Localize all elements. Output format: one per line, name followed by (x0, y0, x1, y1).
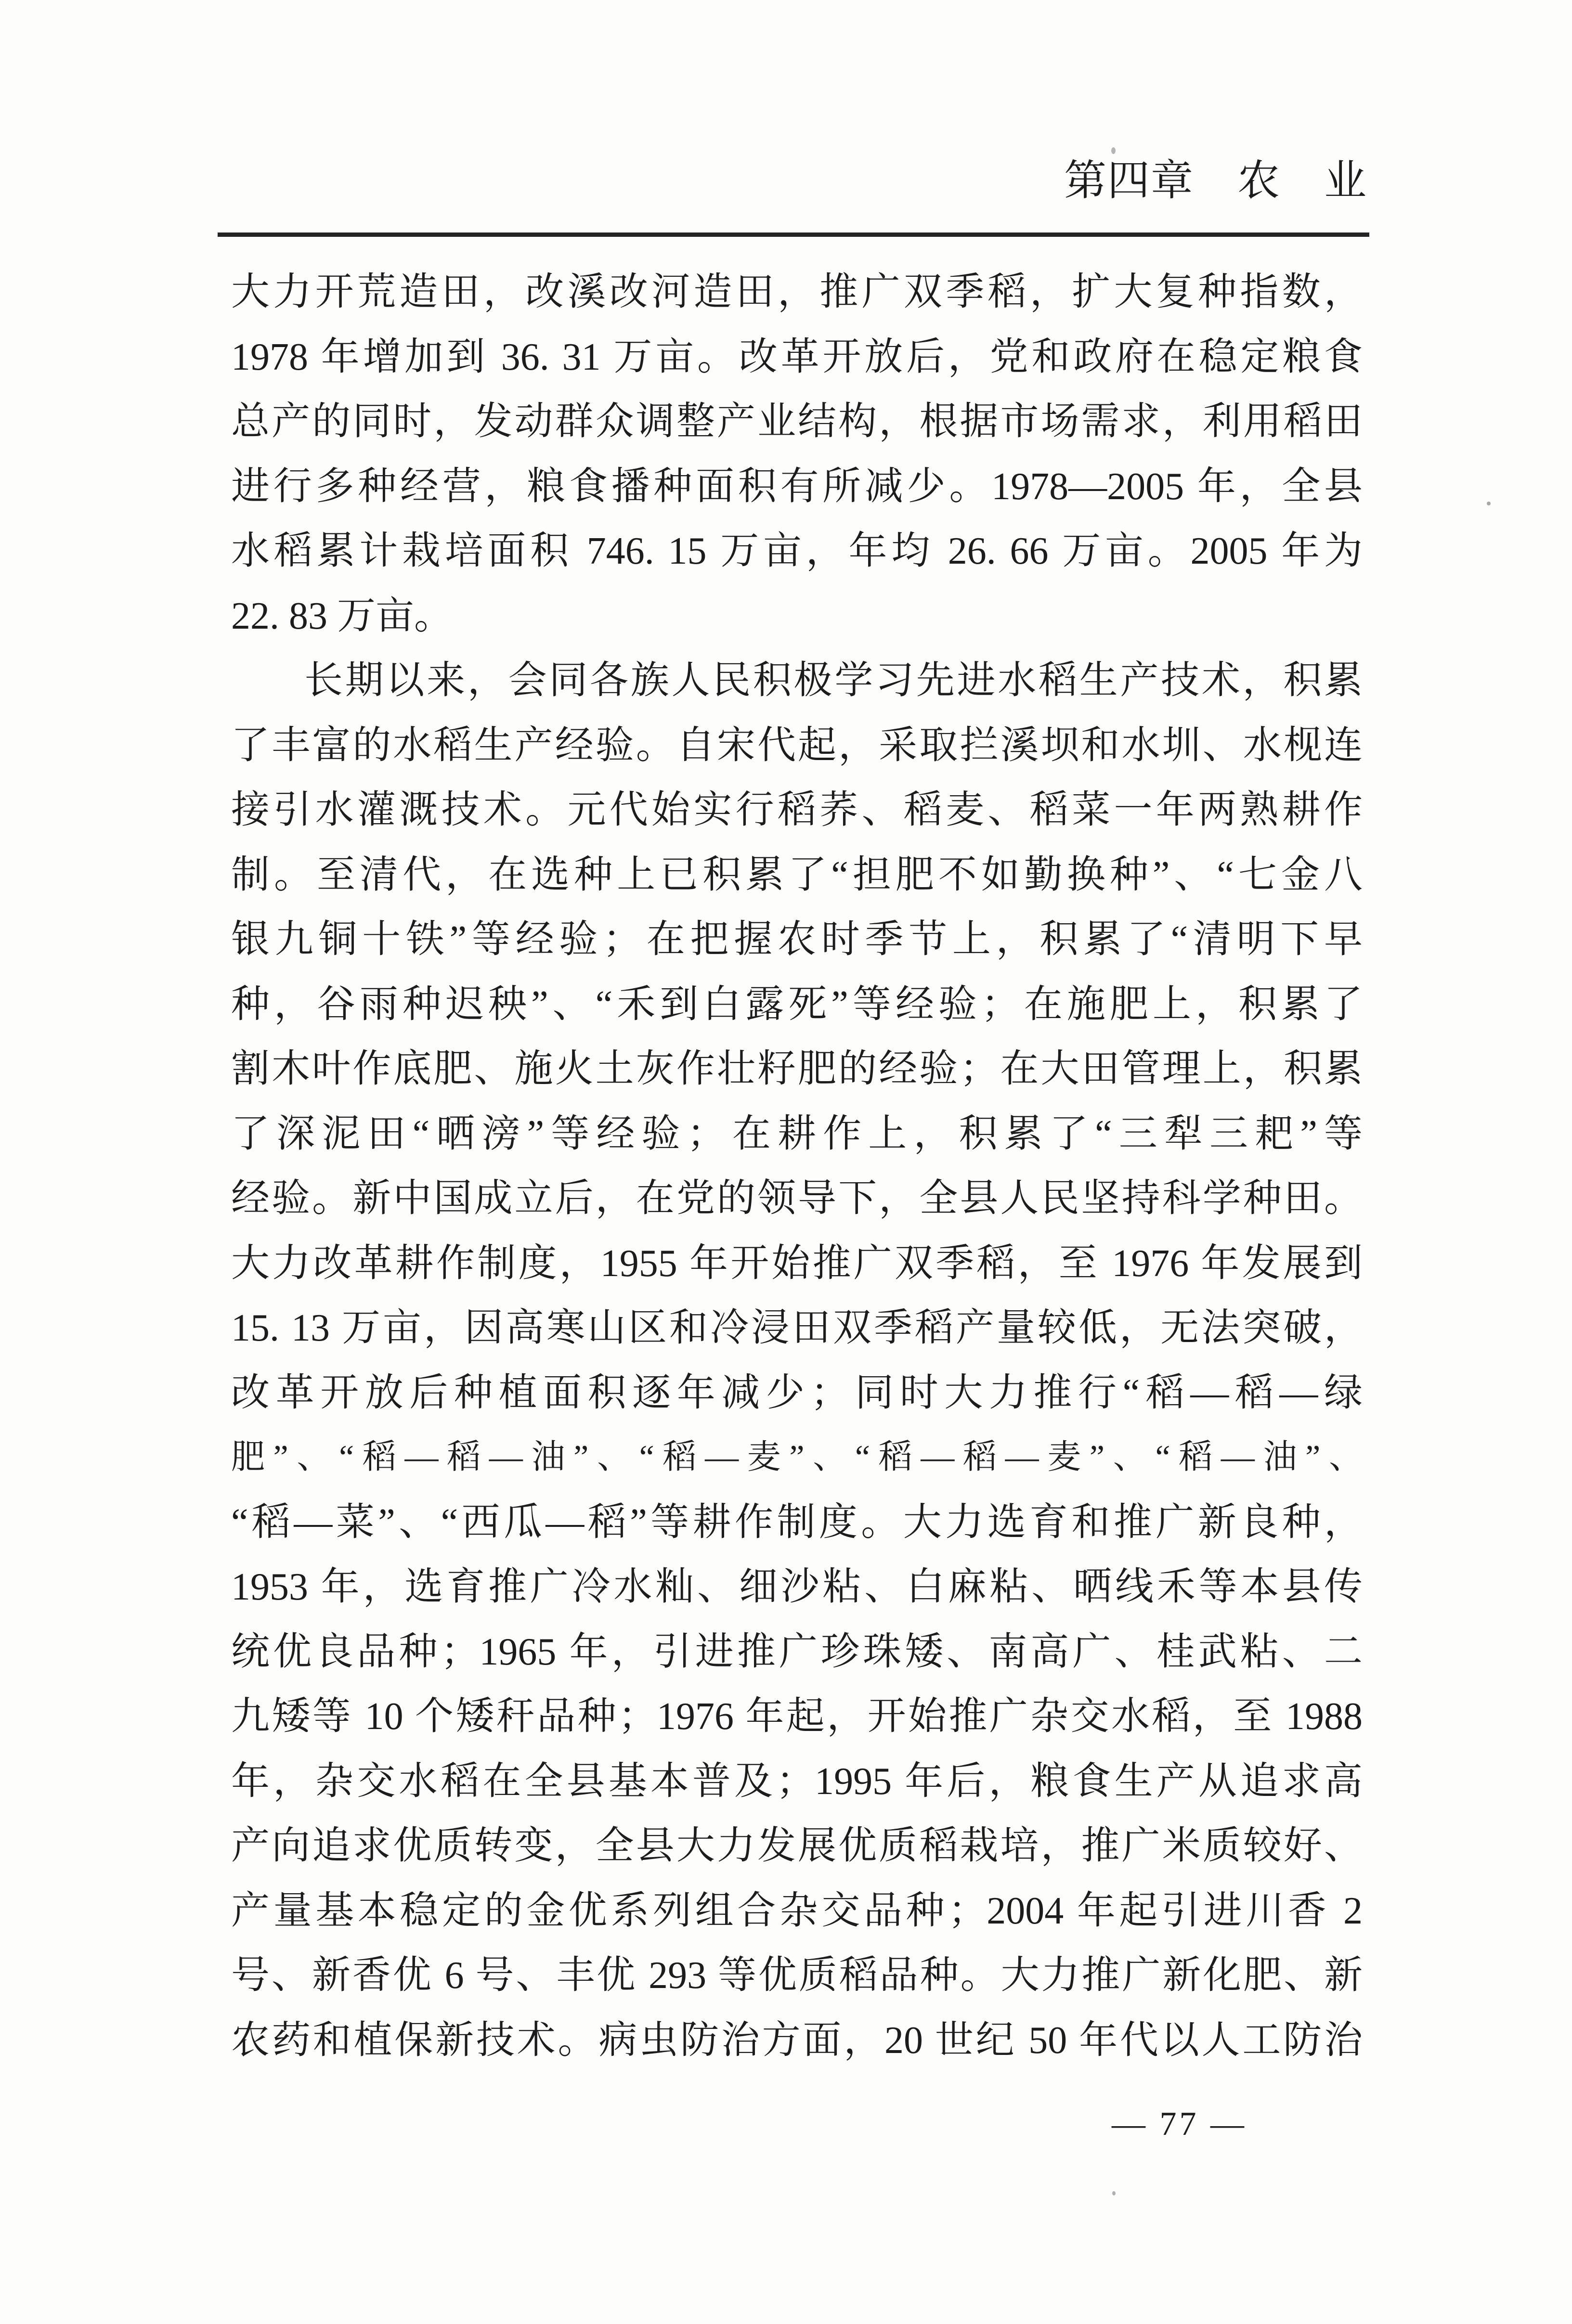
text-line: 产向追求优质转变，全县大力发展优质稻栽培，推广米质较好、 (231, 1825, 1363, 1867)
text-line: 22. 83 万亩。 (231, 594, 453, 637)
text-line: 接引水灌溉技术。元代始实行稻荞、稻麦、稻菜一年两熟耕作 (231, 789, 1363, 831)
text-line: 号、新香优 6 号、丰优 293 等优质稻品种。大力推广新化肥、新 (231, 1954, 1363, 1997)
text-line: 制。至清代，在选种上已积累了“担肥不如勤换种”、“七金八 (231, 853, 1363, 896)
text-line: 种，谷雨种迟秧”、“禾到白露死”等经验；在施肥上，积累了 (231, 983, 1363, 1026)
text-line: 进行多种经营，粮食播种面积有所减少。1978—2005 年，全县 (231, 465, 1363, 508)
text-line: “稻—菜”、“西瓜—稻”等耕作制度。大力选育和推广新良种， (231, 1501, 1363, 1544)
scan-speck (1487, 502, 1491, 505)
chapter-header: 第四章 农 业 (1064, 158, 1367, 205)
header-divider-rule (218, 232, 1369, 237)
text-line: 总产的同时，发动群众调整产业结构，根据市场需求，利用稻田 (231, 400, 1363, 443)
scan-speck (1111, 147, 1116, 154)
scan-speck (1112, 2191, 1116, 2195)
text-line: 农药和植保新技术。病虫防治方面，20 世纪 50 年代以人工防治 (231, 2019, 1363, 2062)
text-line: 了深泥田“晒滂”等经验；在耕作上，积累了“三犁三耙”等 (231, 1112, 1363, 1155)
text-line: 长期以来，会同各族人民积极学习先进水稻生产技术，积累 (304, 659, 1363, 702)
text-line: 年，杂交水稻在全县基本普及；1995 年后，粮食生产从追求高 (231, 1760, 1363, 1803)
text-line: 水稻累计栽培面积 746. 15 万亩，年均 26. 66 万亩。2005 年为 (231, 530, 1363, 572)
text-line: 统优良品种；1965 年，引进推广珍珠矮、南高广、桂武粘、二 (231, 1630, 1363, 1673)
text-line: 1978 年增加到 36. 31 万亩。改革开放后，党和政府在稳定粮食 (231, 336, 1363, 378)
text-line: 九矮等 10 个矮秆品种；1976 年起，开始推广杂交水稻，至 1988 (231, 1695, 1363, 1738)
text-line: 了丰富的水稻生产经验。自宋代起，采取拦溪坝和水圳、水枧连 (231, 724, 1363, 767)
text-line: 1953 年，选育推广冷水籼、细沙粘、白麻粘、晒线禾等本县传 (231, 1566, 1363, 1608)
text-line: 肥”、“稻—稻—油”、“稻—麦”、“稻—稻—麦”、“稻—油”、 (231, 1439, 1363, 1476)
text-line: 大力开荒造田，改溪改河造田，推广双季稻，扩大复种指数， (231, 271, 1363, 313)
text-line: 割木叶作底肥、施火土灰作壮籽肥的经验；在大田管理上，积累 (231, 1048, 1363, 1090)
text-line: 产量基本稳定的金优系列组合杂交品种；2004 年起引进川香 2 (231, 1889, 1363, 1932)
body-text (231, 260, 1363, 2073)
text-line: 经验。新中国成立后，在党的领导下，全县人民坚持科学种田。 (231, 1177, 1363, 1220)
page-number: — 77 — (1112, 2105, 1247, 2143)
text-line: 15. 13 万亩，因高寒山区和冷浸田双季稻产量较低，无法突破， (231, 1307, 1363, 1349)
text-line: 大力改革耕作制度，1955 年开始推广双季稻，至 1976 年发展到 (231, 1242, 1363, 1285)
text-line: 改革开放后种植面积逐年减少；同时大力推行“稻—稻—绿 (231, 1371, 1363, 1414)
text-line: 银九铜十铁”等经验；在把握农时季节上，积累了“清明下早 (231, 918, 1363, 961)
